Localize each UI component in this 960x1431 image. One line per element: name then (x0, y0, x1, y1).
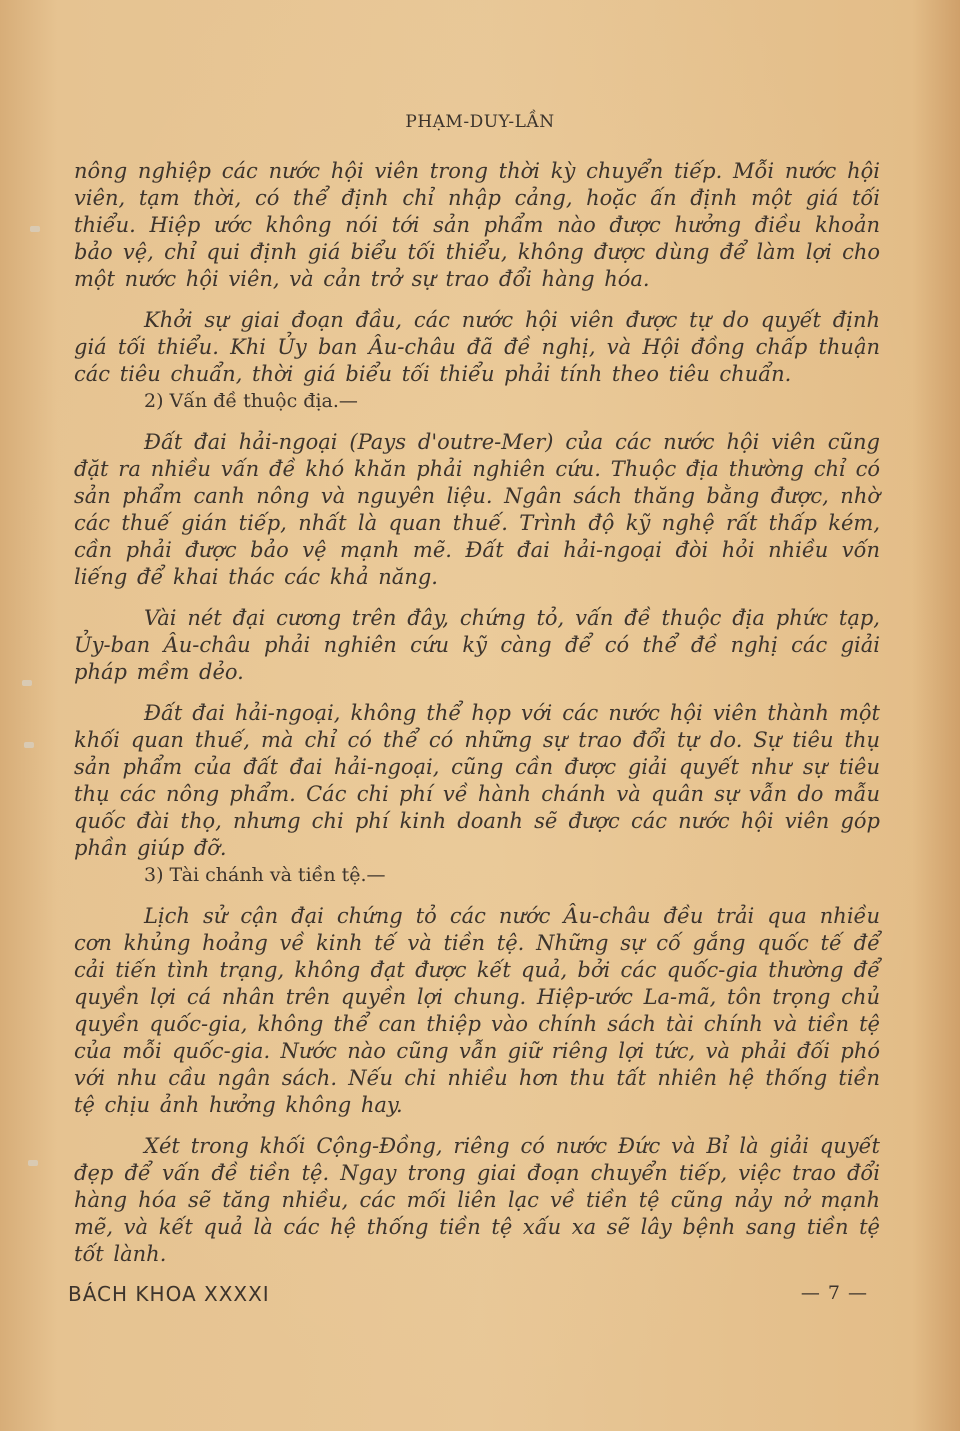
paragraph-7: Xét trong khối Cộng-Đồng, riêng có nước Đức và Bỉ là giải quyết đẹp để vấn đề tiền tệ. Ngay trong giai đoạn chuyển tiếp, việc trao đổi hàng hóa sẽ tăng nhiều, các mối liên lạc về tiền tệ cũng nảy nở mạnh mẽ, và kết quả là các hệ thống tiền tệ xấu xa sẽ lây bệnh sang tiền tệ tốt lành. (74, 1134, 880, 1266)
margin-mark (28, 1160, 38, 1166)
page-number: — 7 — (800, 1282, 868, 1304)
page-body (74, 158, 880, 1268)
paragraph-4: Vài nét đại cương trên đây, chứng tỏ, vấn đề thuộc địa phức tạp, Ủy-ban Âu-châu phải nghiên cứu kỹ càng để có thể đề nghị các giải pháp mềm dẻo. (74, 606, 880, 684)
section-heading-2: 2) Vấn đề thuộc địa.— (144, 390, 358, 412)
paragraph-5: Đất đai hải-ngoại, không thể họp với các nước hội viên thành một khối quan thuế, mà chỉ có thể có những sự trao đổi tự do. Sự tiêu thụ sản phẩm của đất đai hải-ngoại, cũng cần được giải quyết như sự tiêu thụ các nông phẩm. Các chi phí về hành chánh và quân sự vẫn do mẫu quốc đài thọ, nhưng chi phí kinh doanh sẽ được các nước hội viên góp phần giúp đỡ. (74, 701, 880, 860)
margin-mark (24, 742, 34, 748)
paragraph-2: Khởi sự giai đoạn đầu, các nước hội viên được tự do quyết định giá tối thiểu. Khi Ủy ban Âu-châu đã đề nghị, và Hội đồng chấp thuận các tiêu chuẩn, thời giá biểu tối thiểu phải tính theo tiêu chuẩn. (74, 308, 880, 386)
margin-mark (30, 226, 40, 232)
section-heading-3: 3) Tài chánh và tiền tệ.— (144, 864, 386, 886)
running-title: PHẠM-DUY-LẦN (405, 112, 555, 132)
margin-mark (22, 680, 32, 686)
paragraph-6: Lịch sử cận đại chứng tỏ các nước Âu-châu đều trải qua nhiều cơn khủng hoảng về kinh tế và tiền tệ. Những sự cố gắng quốc tế để cải tiến tình trạng, không đạt được kết quả, bởi các quốc-gia thường để quyền lợi cá nhân trên quyền lợi chung. Hiệp-ước La-mã, tôn trọng chủ quyền quốc-gia, không thể can thiệp vào chính sách tài chính và tiền tệ của mỗi quốc-gia. Nước nào cũng vẫn giữ riêng lợi tức, và phải đối phó với nhu cầu ngân sách. Nếu chi nhiều hơn thu tất nhiên hệ thống tiền tệ chịu ảnh hưởng không hay. (74, 904, 880, 1117)
publication-name: BÁCH KHOA XXXXI (68, 1282, 270, 1306)
paragraph-1: nông nghiệp các nước hội viên trong thời kỳ chuyển tiếp. Mỗi nước hội viên, tạm thời, có thể định chỉ nhập cảng, hoặc ấn định một giá tối thiểu. Hiệp ước không nói tới sản phẩm nào được hưởng điều khoản bảo vệ, chỉ qui định giá biểu tối thiểu, không được dùng để làm lợi cho một nước hội viên, và cản trở sự trao đổi hàng hóa. (74, 159, 880, 291)
paragraph-3: Đất đai hải-ngoại (Pays d'outre-Mer) của các nước hội viên cũng đặt ra nhiều vấn đề khó khăn phải nghiên cứu. Thuộc địa thường chỉ có sản phẩm canh nông và nguyên liệu. Ngân sách thăng bằng được, nhờ các thuế gián tiếp, nhất là quan thuế. Trình độ kỹ nghệ rất thấp kém, cần phải được bảo vệ mạnh mẽ. Đất đai hải-ngoại đòi hỏi nhiều vốn liếng để khai thác các khả năng. (74, 430, 880, 589)
